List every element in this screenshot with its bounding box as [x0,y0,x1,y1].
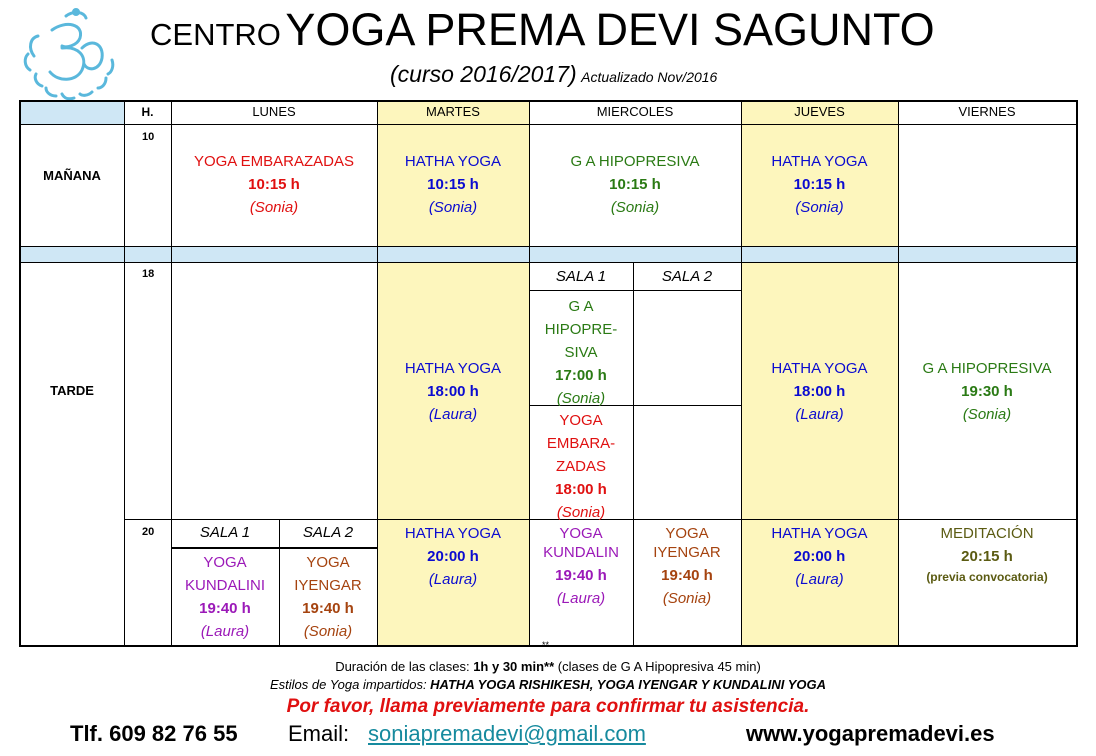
class-name: HATHA YOGA [771,360,868,377]
class-miercoles-iyengar [633,522,741,610]
class-viernes-20 [898,522,1076,586]
row-label-afternoon: TARDE [50,383,94,398]
col-header-martes: MARTES [426,104,480,119]
class-name: G A HIPOPRESIVA [570,153,700,170]
class-time: 20:15 h [961,548,1013,565]
class-time: 19:40 h [302,600,354,617]
class-time: 18:00 h [427,383,479,400]
duration-note [0,659,1096,674]
class-miercoles-kundalini [529,522,633,610]
duration-suffix: (clases de G A Hipopresiva 45 min) [554,659,761,674]
class-teacher: (Sonia) [249,199,299,216]
corner-cell [20,100,124,124]
class-teacher: (Sonia) [556,504,606,521]
sala1-label-miercoles: SALA 1 [555,268,607,285]
grid-line [529,290,741,291]
class-teacher: (Sonia) [795,199,844,216]
phone-number: Tlf. 609 82 76 55 [70,721,238,746]
class-teacher: (Laura) [200,623,250,640]
class-name-1: YOGA [665,525,709,542]
class-time: 19:40 h [661,567,713,584]
class-name: YOGA EMBARAZADAS [193,153,355,170]
styles-note [0,677,1096,692]
class-jueves-18 [741,357,898,426]
class-teacher: (Sonia) [962,406,1012,423]
class-name: HATHA YOGA [404,153,502,170]
class-miercoles-hipopresiva [529,295,633,410]
col-header-viernes: VIERNES [958,104,1016,119]
class-teacher: (Sonia) [610,199,660,216]
class-name-2: KUNDALINI [184,577,266,594]
class-name-3: SIVA [564,344,598,361]
grid-line [1076,100,1078,647]
class-note: (previa convocatoria) [926,570,1048,584]
grid-line [171,547,377,549]
class-name: HATHA YOGA [404,360,502,377]
class-name-1: YOGA [559,525,603,542]
duration-prefix: Duración de las clases: [335,659,474,674]
class-lunes-iyengar [279,551,377,643]
styles-value: HATHA YOGA RISHIKESH, YOGA IYENGAR Y KUNDALINI YOGA [430,677,827,692]
class-time: 19:40 h [555,567,607,584]
class-lunes-morning [171,150,377,219]
class-name-1: G A [568,298,594,315]
class-time: 17:00 h [555,367,607,384]
sala2-label-miercoles: SALA 2 [661,268,713,285]
class-miercoles-morning [529,150,741,219]
class-teacher: (Laura) [795,406,844,423]
class-teacher: (Sonia) [556,390,606,407]
om-logo-icon [22,8,118,100]
class-time: 10:15 h [427,176,479,193]
class-jueves-morning [741,150,898,219]
website-link[interactable]: www.yogapremadevi.es [746,721,995,746]
separator-band [20,246,1077,262]
class-jueves-20 [741,522,898,591]
class-martes-morning [377,150,529,219]
col-header-miercoles: MIERCOLES [596,104,674,119]
class-name-1: YOGA [306,554,350,571]
class-name-2: IYENGAR [653,544,721,561]
subtitle [390,60,717,92]
grid-line [124,100,125,646]
class-time: 10:15 h [793,176,846,193]
class-name: MEDITACIÓN [940,525,1034,542]
grid-line [20,246,1077,247]
grid-line [20,262,1077,263]
class-name-1: YOGA [559,412,603,429]
class-martes-20 [377,522,529,591]
title-main: YOGA PREMA DEVI SAGUNTO [285,4,935,55]
page-title [150,4,1030,67]
col-header-lunes: LUNES [252,104,296,119]
sala2-label-lunes: SALA 2 [302,524,354,541]
grid-line [20,124,1077,125]
class-name-1: YOGA [203,554,247,571]
class-name: HATHA YOGA [404,525,502,542]
duration-value: 1h y 30 min** [473,659,555,674]
class-teacher: (Laura) [428,406,478,423]
col-header-h: H. [141,105,154,119]
sala1-label-lunes: SALA 1 [199,524,251,541]
class-teacher: (Sonia) [428,199,478,216]
class-name-2: HIPOPRE- [544,321,618,338]
class-time: 19:30 h [961,383,1013,400]
class-time: 20:00 h [427,548,479,565]
class-teacher: (Laura) [795,571,844,588]
class-time: 18:00 h [793,383,846,400]
class-name-2: KUNDALIN [543,544,619,561]
class-name-2: IYENGAR [294,577,362,594]
class-name: G A HIPOPRESIVA [922,360,1052,377]
class-name-3: ZADAS [555,458,606,475]
class-time: 10:15 h [609,176,661,193]
email-link[interactable]: soniapremadevi@gmail.com [368,721,646,746]
class-time: 10:15 h [248,176,300,193]
class-teacher: (Laura) [556,590,606,607]
class-teacher: (Sonia) [662,590,712,607]
hour-10: 10 [142,131,155,143]
hour-18: 18 [142,268,155,280]
class-teacher: (Sonia) [303,623,353,640]
class-martes-18 [377,357,529,426]
title-prefix: CENTRO [150,17,281,52]
class-time: 18:00 h [555,481,607,498]
email-label: Email: [288,721,350,746]
class-time: 20:00 h [793,548,846,565]
row-label-morning: MAÑANA [43,168,101,183]
footnote-marker: ** [542,640,550,650]
hour-20: 20 [142,526,155,538]
class-name: HATHA YOGA [771,525,868,542]
col-header-jueves: JUEVES [794,104,845,119]
class-teacher: (Laura) [428,571,478,588]
class-name-2: EMBARA- [546,435,616,452]
class-viernes-18 [898,357,1076,426]
course-label: (curso 2016/2017) [390,61,577,87]
class-lunes-kundalini [171,551,279,643]
class-miercoles-embarazadas [529,409,633,524]
updated-label: Actualizado Nov/2016 [581,69,718,85]
class-name: HATHA YOGA [771,153,868,170]
class-time: 19:40 h [199,600,251,617]
styles-prefix: Estilos de Yoga impartidos: [269,677,431,692]
confirmation-notice: Por favor, llama previamente para confirmar tu asistencia. [286,696,810,717]
